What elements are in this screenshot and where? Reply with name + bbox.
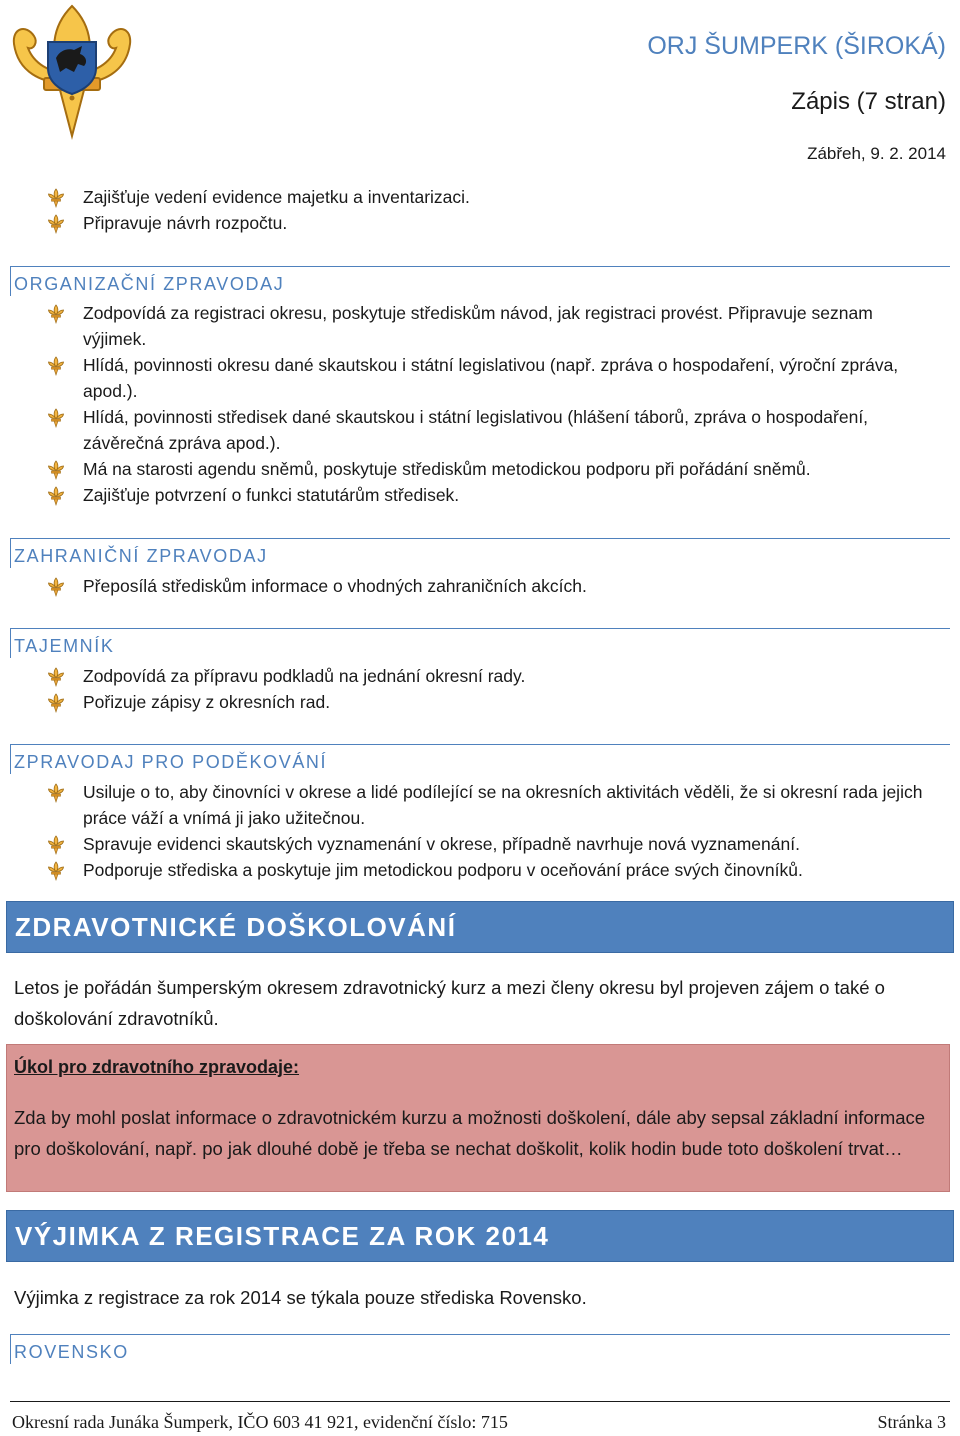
section-heading-tajemnik: TAJEMNÍK (10, 628, 950, 658)
top-bullet-list (0, 184, 960, 236)
list-item: Má na starosti agendu sněmů, poskytuje střediskům metodickou podporu při pořádání sněmů. (0, 456, 960, 482)
fleur-de-lis-bullet-icon (47, 214, 65, 234)
list-item: Hlídá, povinnosti středisek dané skautskou i státní legislativou (hlášení táborů, zpráva o hospodaření, závěrečná zpráva apod.). (0, 404, 960, 456)
fleur-de-lis-bullet-icon (47, 693, 65, 713)
section-banner-zdravotnicke: ZDRAVOTNICKÉ DOŠKOLOVÁNÍ (6, 901, 954, 953)
task-box (6, 1044, 950, 1192)
task-title: Úkol pro zdravotního zpravodaje: (14, 1057, 300, 1077)
footer-divider (10, 1401, 950, 1402)
fleur-de-lis-bullet-icon (47, 577, 65, 597)
list-item: Spravuje evidenci skautských vyznamenání v okrese, případně navrhuje nová vyznamenání. (0, 831, 960, 857)
organizacni-list (0, 300, 960, 508)
list-item: Zodpovídá za přípravu podkladů na jednání okresní rady. (0, 663, 960, 689)
tajemnik-list (0, 663, 960, 715)
footer-organization: Okresní rada Junáka Šumperk, IČO 603 41 921, evidenční číslo: 715 (12, 1412, 508, 1432)
fleur-de-lis-bullet-icon (47, 783, 65, 803)
page-number: Stránka 3 (877, 1412, 946, 1432)
list-item: Pořizuje zápisy z okresních rad. (0, 689, 960, 715)
list-item: Podporuje střediska a poskytuje jim metodickou podporu v oceňování práce svých činovníků. (0, 857, 960, 883)
list-item: Zajišťuje potvrzení o funkci statutárům středisek. (0, 482, 960, 508)
fleur-de-lis-bullet-icon (47, 408, 65, 428)
list-item: Zodpovídá za registraci okresu, poskytuje střediskům návod, jak registraci provést. Připravuje seznam výjimek. (0, 300, 960, 352)
list-item: Připravuje návrh rozpočtu. (0, 210, 960, 236)
section-heading-zahranicni: ZAHRANIČNÍ ZPRAVODAJ (10, 538, 950, 568)
fleur-de-lis-bullet-icon (47, 667, 65, 687)
list-item: Zajišťuje vedení evidence majetku a inventarizaci. (0, 184, 960, 210)
fleur-de-lis-bullet-icon (47, 861, 65, 881)
section-heading-podekovani: ZPRAVODAJ PRO PODĚKOVÁNÍ (10, 744, 950, 774)
fleur-de-lis-bullet-icon (47, 486, 65, 506)
fleur-de-lis-bullet-icon (47, 188, 65, 208)
fleur-de-lis-bullet-icon (47, 304, 65, 324)
list-item: Usiluje o to, aby činovníci v okrese a lidé podílející se na okresních aktivitách věděli, že si okresní rada jejich práce váží a vnímá ji jako užitečnou. (0, 779, 960, 831)
zahranicni-list (0, 573, 960, 599)
header-organization: ORJ ŠUMPERK (ŠIROKÁ) (647, 32, 946, 60)
list-item: Hlídá, povinnosti okresu dané skautskou i státní legislativou (např. zpráva o hospodaření, výroční zpráva, apod.). (0, 352, 960, 404)
section-heading-rovensko: ROVENSKO (10, 1334, 950, 1364)
health-paragraph: Letos je pořádán šumperským okresem zdravotnický kurz a mezi členy okresu byl projeven zájem o také o doškolování zdravotníků. (14, 977, 885, 1029)
section-banner-vyjimka: VÝJIMKA Z REGISTRACE ZA ROK 2014 (6, 1210, 954, 1262)
document-date: Zábřeh, 9. 2. 2014 (807, 144, 946, 163)
fleur-de-lis-bullet-icon (47, 835, 65, 855)
list-item: Přeposílá střediskům informace o vhodných zahraničních akcích. (0, 573, 960, 599)
fleur-de-lis-bullet-icon (47, 356, 65, 376)
scout-lily-logo (8, 2, 136, 140)
document-title: Zápis (7 stran) (791, 88, 946, 115)
exception-paragraph: Výjimka z registrace za rok 2014 se týkala pouze střediska Rovensko. (14, 1287, 587, 1308)
fleur-de-lis-bullet-icon (47, 460, 65, 480)
task-text: Zda by mohl poslat informace o zdravotnickém kurzu a možnosti doškolení, dále aby sepsal základní informace pro doškolování, např. po jak dlouhé době je třeba se nechat doškolit, kolik hodin bude toto doškolení trvat… (14, 1107, 926, 1159)
podekovani-list (0, 779, 960, 883)
section-heading-organizacni: ORGANIZAČNÍ ZPRAVODAJ (10, 266, 950, 296)
